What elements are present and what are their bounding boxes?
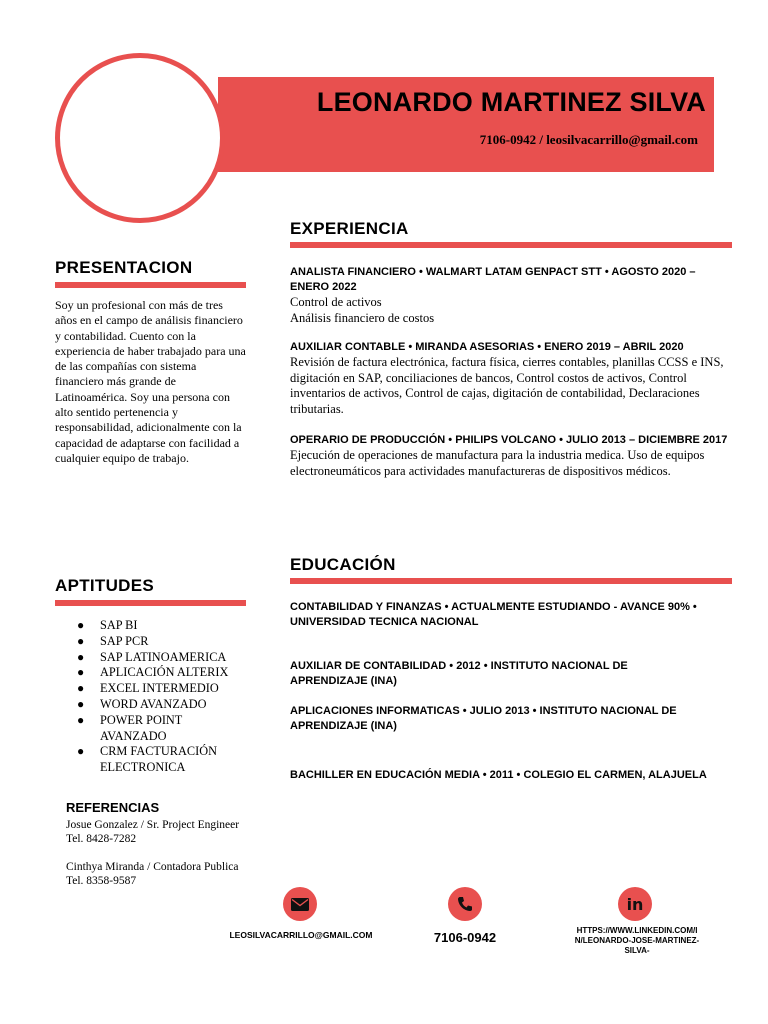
aptitudes-title: APTITUDES [55, 576, 155, 595]
list-item: ● POWER POINT AVANZADO [77, 712, 183, 743]
job-line: Revisión de factura electrónica, factura física, cierres contables, planillas CCSS e INS, digitación en SAP, conciliaciones de bancos, Control costos de activos, Control inventarios de activos, Control de cajas, digitación de contabilidad, Declaraciones tributarias. [290, 355, 724, 416]
list-item: ● APLICACIÓN ALTERIX [77, 665, 229, 680]
footer-email[interactable]: LEOSILVACARRILLO@GMAIL.COM [229, 930, 373, 940]
aptitudes-list [55, 618, 255, 776]
job-line: Control de activos [290, 295, 382, 309]
presentacion-rule [55, 282, 246, 288]
job-line: Análisis financiero de costos [290, 310, 435, 325]
educacion-rule [290, 578, 732, 584]
reference-name: Cinthya Miranda / Contadora Publica [66, 861, 239, 873]
aptitudes-rule [55, 600, 246, 606]
list-item: ● SAP PCR [77, 633, 149, 648]
footer-phone[interactable]: 7106-0942 [433, 930, 497, 945]
referencias-title: REFERENCIAS [66, 800, 160, 815]
profile-photo-placeholder [55, 53, 225, 223]
education-item: BACHILLER EN EDUCACIÓN MEDIA • 2011 • COLEGIO EL CARMEN, ALAJUELA [290, 769, 707, 781]
presentacion-text: Soy un profesional con más de tres años en el campo de análisis financiero y contabilidad. Cuento con la experiencia de haber trabajado para una de las compañías con sistema financiero más grande de Latinoamérica. Soy una persona con alto sentido pertenencia y responsabilidad, adicionalmente con la capacidad de adaptarse con facilidad a cualquier equipo de trabajo. [55, 298, 246, 465]
list-item: ● WORD AVANZADO [77, 696, 207, 711]
reference-tel: Tel. 8428-7282 [66, 833, 137, 845]
job-entry [290, 433, 730, 479]
job-entry [290, 265, 730, 326]
experiencia-rule [290, 242, 732, 248]
job-title: OPERARIO DE PRODUCCIÓN • PHILIPS VOLCANO • JULIO 2013 – DICIEMBRE 2017 [290, 434, 728, 446]
reference-tel: Tel. 8358-9587 [66, 875, 137, 887]
experiencia-title: EXPERIENCIA [290, 219, 409, 238]
presentacion-title: PRESENTACION [55, 258, 193, 277]
reference-1 [66, 818, 276, 846]
list-item: ● SAP BI [77, 618, 138, 632]
candidate-name: LEONARDO MARTINEZ SILVA [316, 87, 706, 117]
header-contact: 7106-0942 / leosilvacarrillo@gmail.com [479, 132, 698, 147]
job-title: ANALISTA FINANCIERO • WALMART LATAM GENPACT STT • AGOSTO 2020 – ENERO 2022 [290, 266, 696, 293]
educacion-title: EDUCACIÓN [290, 555, 396, 574]
footer-linkedin[interactable]: HTTPS://WWW.LINKEDIN.COM/IN/LEONARDO-JOSE-MARTINEZ-SILVA- [574, 926, 700, 955]
linkedin-icon[interactable]: in [618, 887, 652, 921]
list-item: ● SAP LATINOAMERICA [77, 649, 227, 664]
reference-2 [66, 860, 276, 888]
education-item: APLICACIONES INFORMATICAS • JULIO 2013 • INSTITUTO NACIONAL DE APRENDIZAJE (INA) [290, 705, 677, 732]
job-line: Ejecución de operaciones de manufactura para la industria medica. Uso de equipos electroneumáticos para actividades manufactureras de dispositivos médicos. [290, 448, 705, 478]
list-item: ● CRM FACTURACIÓN ELECTRONICA [77, 744, 217, 775]
envelope-icon[interactable] [283, 887, 317, 921]
list-item: ● EXCEL INTERMEDIO [77, 681, 219, 696]
job-title: AUXILIAR CONTABLE • MIRANDA ASESORIAS • ENERO 2019 – ABRIL 2020 [290, 341, 684, 353]
education-item: CONTABILIDAD Y FINANZAS • ACTUALMENTE ESTUDIANDO - AVANCE 90% • UNIVERSIDAD TECNICA NACIONAL [290, 601, 697, 628]
reference-name: Josue Gonzalez / Sr. Project Engineer [66, 819, 240, 831]
phone-icon[interactable] [448, 887, 482, 921]
job-entry [290, 340, 730, 417]
education-item: AUXILIAR DE CONTABILIDAD • 2012 • INSTITUTO NACIONAL DE APRENDIZAJE (INA) [290, 660, 628, 687]
